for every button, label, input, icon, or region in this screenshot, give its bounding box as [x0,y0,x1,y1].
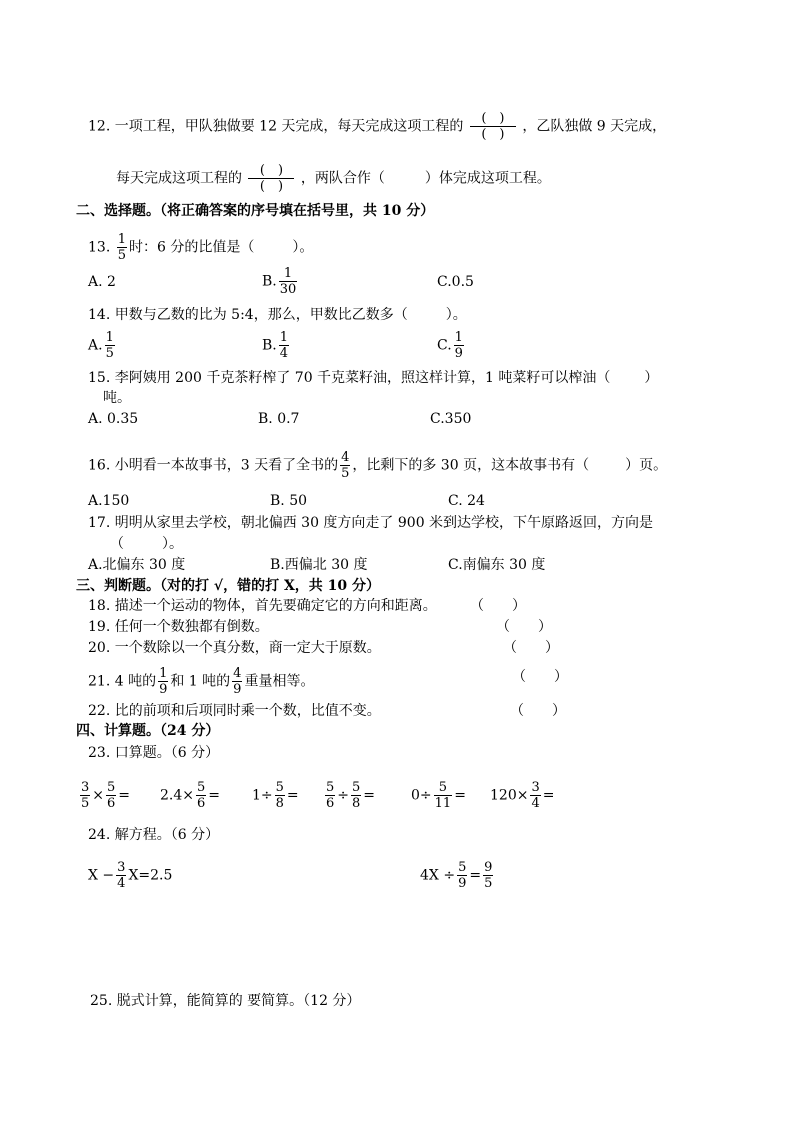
question-17: 17. 明明从家里去学校，朝北偏西 30 度方向走了 900 米到达学校，下午原路返回，方向是 [88,515,654,531]
answer-paren-20: （ ） [503,640,559,656]
answer-paren-18: （ ） [470,598,526,614]
fraction-blank: $\frac{( )}{( )}$ [248,163,294,194]
question-15-cont: 吨。 [103,390,131,406]
q13-option-a: A. 2 [88,274,116,290]
question-15: 15. 李阿姨用 200 千克茶籽榨了 70 千克菜籽油，照这样计算，1 吨菜籽可以榨油（ ） [88,370,659,386]
fraction-blank: $\frac{( )}{( )}$ [470,111,516,142]
question-23: 23. 口算题。（6 分） [88,745,220,761]
answer-paren-19: （ ） [496,619,552,635]
calc-3: 1÷ $\frac{5}{8}$ = [252,780,299,811]
q13-option-c: C.0.5 [437,274,474,290]
question-18: 18. 描述一个运动的物体，首先要确定它的方向和距离。 [88,598,437,614]
question-25: 25. 脱式计算，能简算的 要简算。（12 分） [90,993,361,1009]
question-22: 22. 比的前项和后项同时乘一个数，比值不变。 [88,703,381,719]
fraction: $\frac{1}{5}$ [117,232,126,263]
question-21: 21. 4 吨的 $\frac{1}{9}$ 和 1 吨的 $\frac{4}{9}$ 重量相等。 [88,666,315,697]
question-16: 16. 小明看一本故事书，3 天看了全书的 $\frac{4}{5}$ ，比剩下的多 30 页，这本故事书有（ ）页。 [88,450,668,481]
section-4-heading: 四、计算题。（24 分） [76,723,220,739]
equation-2: 4X ÷ $\frac{5}{9}$ = $\frac{9}{5}$ [420,860,493,891]
question-12-line1: 12. 一项工程，甲队独做要 12 天完成，每天完成这项工程的 $\frac{( )}{( )}$ ，乙队独做 9 天完成， [88,111,667,142]
q16-option-a: A.150 [88,493,130,509]
q15-option-a: A. 0.35 [88,411,139,427]
question-24: 24. 解方程。（6 分） [88,827,220,843]
calc-4: $\frac{5}{6}$ ÷ $\frac{5}{8}$ = [326,780,376,811]
q14-option-c: C. $\frac{1}{9}$ [437,330,463,361]
q15-option-c: C.350 [430,411,472,427]
q16-option-b: B. 50 [270,493,308,509]
calc-5: 0÷ $\frac{5}{11}$ = [411,780,466,811]
calc-1: $\frac{3}{5}$ × $\frac{5}{6}$ = [81,780,131,811]
question-14: 14. 甲数与乙数的比为 5:4，那么，甲数比乙数多（ ）。 [88,307,467,323]
q16-option-c: C. 24 [448,493,485,509]
calc-2: 2.4× $\frac{5}{6}$ = [160,780,221,811]
q17-option-b: B.西偏北 30 度 [270,557,368,573]
section-3-heading: 三、判断题。（对的打 √，错的打 X，共 10 分） [76,578,381,594]
question-17-cont: （ ）。 [110,536,183,552]
question-13: 13. $\frac{1}{5}$ 时：6 分的比值是（ ）。 [88,232,314,263]
q17-option-c: C.南偏东 30 度 [448,557,546,573]
q17-option-a: A.北偏东 30 度 [88,557,186,573]
question-19: 19. 任何一个数独都有倒数。 [88,619,269,635]
answer-paren-22: （ ） [510,703,566,719]
calc-6: 120× $\frac{3}{4}$ = [490,780,555,811]
equation-1: X − $\frac{3}{4}$ X=2.5 [88,860,173,891]
q15-option-b: B. 0.7 [258,411,300,427]
question-12-line2: 每天完成这项工程的 $\frac{( )}{( )}$ ，两队合作（ ）体完成这项工程。 [116,163,551,194]
q14-option-a: A. $\frac{1}{5}$ [88,330,114,361]
section-2-heading: 二、选择题。（将正确答案的序号填在括号里，共 10 分） [76,203,435,219]
answer-paren-21: （ ） [512,669,568,685]
q14-option-b: B. $\frac{1}{4}$ [262,330,289,361]
question-20: 20. 一个数除以一个真分数，商一定大于原数。 [88,640,381,656]
q13-option-b: B. $\frac{1}{30}$ [262,266,297,297]
